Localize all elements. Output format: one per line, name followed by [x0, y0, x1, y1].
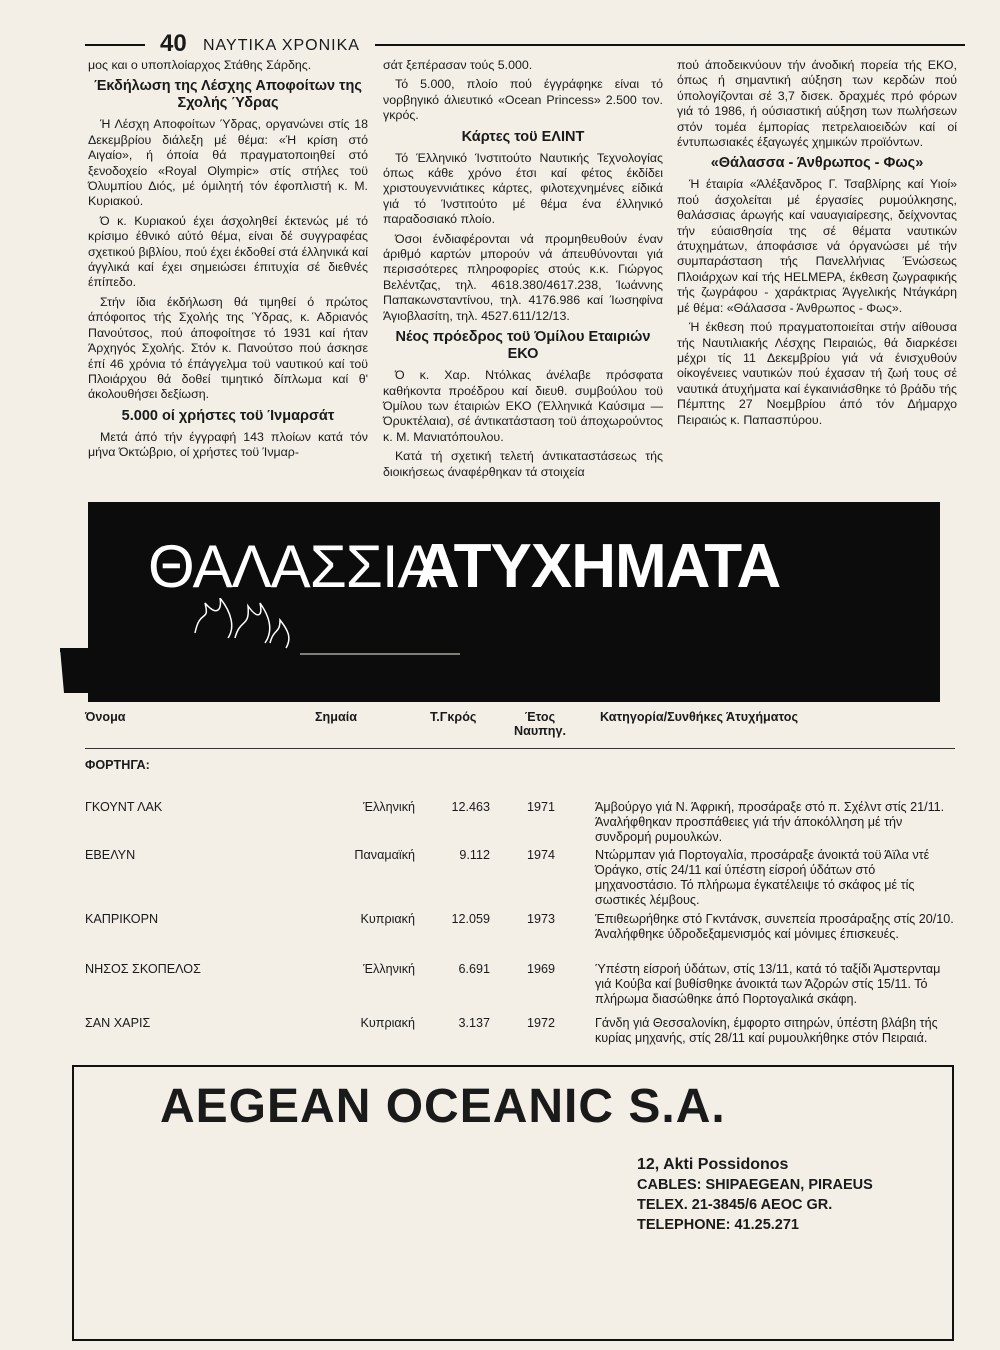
vessel-flag: Κυπριακή	[360, 912, 415, 926]
column-header-category: Κατηγορία/Συνθήκες Άτυχήματος	[600, 710, 799, 724]
ad-telex: TELEX. 21-3845/6 AEOC GR.	[637, 1197, 833, 1213]
headline: 5.000 οί χρήστες τοϋ Ίνμαρσάτ	[121, 407, 335, 424]
magazine-title: ΝΑΥΤΙΚΑ ΧΡΟΝΙΚΑ	[203, 37, 360, 54]
paragraph: Ή Λέσχη Αποφοίτων Ύδρας, οργανώνει στίς 18 Δεκεμβρίου διάλεξη μέ θέμα: «Ή κρίση στό Αιγαίο», ή όποία θά πραγματοποιηθεί στό ξενοδοχείο «Royal Olympic» στίς στήλες τοϋ Όλυμπίου Διός, μέ όμιλητή τόν έφοπλιστή κ. Μ. Κυριακού.	[88, 117, 368, 209]
paragraph: Στήν ίδια έκδήλωση θά τιμηθεί ό πρώτος άπόφοιτος τής Σχολής της Ύδρας, κ. Αδριανός Πανούτσος, πού άποφοίτησε τό 1931 καί ήταν Άρχηγός Σχολής. Στόν κ. Πανούτσο πού άσκησε έπί 46 χρόνια τό έπάγγελμα τοϋ ναυτικού καί τοϋ Πλοιάρχου θά δοθεί τιμητικό δίπλωμα καί θ' άκολουθήσει δεξίωση.	[88, 294, 368, 402]
section-label: ΦΟΡΤΗΓΑ:	[85, 758, 150, 772]
paragraph: Κατά τή σχετική τελετή άντικαταστάσεως τής διοικήσεως άναφέρθηκαν τά στοιχεία	[383, 449, 663, 479]
vessel-year: 1969	[526, 962, 555, 976]
article-column-1	[88, 58, 368, 465]
vessel-flag: Κυπριακή	[360, 1016, 415, 1030]
banner-title-bold: ΑΤΥΧΗΜΑΤΑ	[415, 532, 781, 601]
paragraph: πού άποδεικνύουν τήν άνοδική πορεία τής ΕΚΟ, όπως ή σημαντική αύξηση των κερδών πού ύπολογίζονται σέ 3,7 δισεκ. δραχμές πρό φόρων γιά τό 1986, ή ούσιαστική αύξηση των πωλήσεων στόν τομέα έμπορίας πετρελαιοειδών καί οί έντυπωσιακές έξαγωγές χημικών προϊόντων.	[677, 58, 957, 150]
article-column-2	[383, 58, 663, 484]
ad-contact-info	[637, 1155, 873, 1235]
vessel-year: 1972	[526, 1016, 555, 1030]
accident-description: Ύπέστη είσροή ύδάτων, στίς 13/11, κατά τό ταξίδι Άμστερνταμ γιά Κούβα καί βυθίσθηκε άνοικτά των Άζορών στίς 15/11. Τό πλήρωμα διασώθηκε άπό Πορτογαλικά σκάφη.	[595, 962, 941, 1006]
headline: Έκδήλωση της Λέσχης Αποφοίτων της Σχολής Ύδρας	[94, 78, 362, 112]
headline: Νέος πρόεδρος τοϋ Όμίλου Εταιριών ΕΚΟ	[395, 329, 651, 363]
vessel-name: ΝΗΣΟΣ ΣΚΟΠΕΛΟΣ	[85, 962, 201, 976]
vessel-name: ΚΑΠΡΙΚΟΡΝ	[85, 912, 159, 926]
paragraph: Ή έκθεση πού πραγματοποιείται στήν αίθουσα τής Ναυτιλιακής Λέσχης Πειραιώς, θά διαρκέσει μέχρι τίς 11 Δεκεμβρίου γιά νά ένισχυθούν οίκογένειες ναυτικών πού έχασαν τή ζωή τους σέ ναυτικά άτυχήματα καί έγκαινιάσθηκε τό βράδυ τής Πέμπτης 27 Νοεμβρίου άπό τόν Δήμαρχο Πειραιώς κ. Παπασπύρου.	[677, 320, 957, 427]
vessel-flag: Έλληνική	[363, 962, 415, 976]
paragraph: Ό κ. Χαρ. Ντόλκας άνέλαβε πρόσφατα καθήκοντα προέδρου καί διευθ. συμβούλου τοϋ Όμίλου των έταιριών ΕΚΟ (Έλληνικά Καύσιμα — Όρυκτέλαια), σέ άντικατάσταση τοϋ άποχωρούντος κ. Μ. Μανιατόπουλου.	[383, 368, 663, 444]
vessel-flag: Έλληνική	[363, 800, 415, 814]
paragraph: Ό κ. Κυριακού έχει άσχοληθεί έκτενώς μέ τό κρίσιμο έθνικό αύτό θέμα, είναι δέ συγγραφέας σχετικού βιβλίου, πού έχει έκδοθεί στά έλληνικά καί άγγλικά καί έχει σημειώσει έπιτυχία σέ διεθνές έπίπεδο.	[88, 213, 368, 290]
column-header-grt: Τ.Γκρός	[430, 710, 477, 724]
header-rule	[85, 748, 955, 749]
column-header-year: Έτος Ναυπηγ.	[513, 710, 566, 738]
page-header	[85, 30, 965, 60]
vessel-year: 1974	[526, 848, 555, 862]
ad-company-name: AEGEAN OCEANIC S.A.	[160, 1080, 726, 1133]
column-header-name: Όνομα	[85, 710, 126, 724]
page-number: 40	[160, 30, 187, 57]
headline: «Θάλασσα - Άνθρωπος - Φως»	[710, 155, 924, 172]
paragraph: Όσοι ένδιαφέρονται νά προμηθευθούν έναν άριθμό καρτών μπορούν νά άπευθύνονται γιά περισσότερες πληροφορίες στούς κ.κ. Γιώργος Βελέντζας, τηλ. 4618.380/4617.238, Ίωάννης Παπακωνσταντίνου, τηλ. 4176.986 καί Ίωσηφίνα Άγιοβλασίτη, τηλ. 4527.611/12/13.	[383, 231, 663, 323]
burning-ship-icon	[60, 598, 490, 693]
advertisement-box	[72, 1065, 954, 1341]
accident-description: Ντώρμπαν γιά Πορτογαλία, προσάραξε άνοικτά τοϋ Άϊλα ντέ Όράγκο, στίς 24/11 καί ύπέστη είσροή ύδάτων στό μηχανοστάσιο. Τό πλήρωμα έγκατέλειψε τό σκάφος μέ τίς σωστικές λέμβους.	[595, 848, 930, 907]
accident-description: Άμβούργο γιά Ν. Άφρική, προσάραξε στό π. Σχέλντ στίς 21/11. Άναλήφθηκαν προσπάθειες γιά τήν άποκόλληση μέ τήν συνδρομή ρυμουλκών.	[595, 800, 945, 844]
headline: Κάρτες τοϋ ΕΛΙΝΤ	[461, 128, 585, 145]
article-column-3	[677, 58, 957, 432]
vessel-name: ΕΒΕΛΥΝ	[85, 848, 136, 862]
vessel-grt: 6.691	[458, 962, 490, 976]
vessel-year: 1971	[526, 800, 555, 814]
vessel-grt: 9.112	[459, 848, 490, 862]
paragraph: μος και ο υποπλοίαρχος Στάθης Σάρδης.	[88, 58, 312, 72]
vessel-name: ΣΑΝ ΧΑΡΙΣ	[85, 1016, 151, 1030]
ad-address: 12, Akti Possidonos	[637, 1156, 789, 1173]
vessel-grt: 3.137	[458, 1016, 490, 1030]
vessel-flag: Παναμαϊκή	[354, 848, 415, 862]
ad-cables: CABLES: SHIPAEGEAN, PIRAEUS	[637, 1177, 873, 1193]
paragraph: Ή έταιρία «Άλέξανδρος Γ. Τσαβλίρης καί Υιοί» πού άσχολείται μέ έργασίες ρυμούλκησης, θαλάσσιας άρωγής καί ναυαγιαίρεσης, δείχνοντας τήν εύαισθησία της σέ θέματα ναυτικών άτυχημάτων, άποφάσισε νά όργανώσει μέ τήν συμπαράσταση τής Πανελλήνιας Ένώσεως Πλοιάρχων καί τής HELMEPA, έκθεση ζωγραφικής τής ζωγράφου - χαράκτριας Άγγελικής Ντάγκάρη μέ θέμα: «Θάλασσα - Άνθρωπος - Φως».	[677, 177, 957, 315]
banner-title-light: ΘΑΛΑΣΣΙΑ	[148, 533, 437, 600]
header-rule-left	[85, 44, 145, 46]
accident-description: Έπιθεωρήθηκε στό Γκντάνσκ, συνεπεία προσάραξης στίς 20/10. Άναλήφθηκε ύδροδεξαμενισμός καί μόνιμες έπισκευές.	[595, 912, 954, 941]
column-header-flag: Σημαία	[315, 710, 357, 724]
vessel-name: ΓΚΟΥΝΤ ΛΑΚ	[85, 800, 163, 814]
paragraph: Τό 5.000, πλοίο πού έγγράφηκε είναι τό νορβηγικό άλιευτικό «Ocean Princess» 2.500 τον. γκρός.	[383, 77, 663, 123]
paragraph: σάτ ξεπέρασαν τούς 5.000.	[383, 58, 533, 72]
vessel-year: 1973	[526, 912, 555, 926]
vessel-grt: 12.463	[451, 800, 490, 814]
vessel-grt: 12.059	[451, 912, 490, 926]
ad-telephone: TELEPHONE: 41.25.271	[637, 1217, 799, 1233]
header-rule-right	[375, 44, 965, 46]
paragraph: Τό Έλληνικό Ίνστιτούτο Ναυτικής Τεχνολογίας όπως κάθε χρόνο έτσι καί φέτος έκδίδει χριστουγεννιάτικες κάρτες, φιλοτεχνημένες είδικά γιά τό Ίνστιτούτο μέ θέμα ένα έλληνικό παραδοσιακό πλοίο.	[383, 150, 663, 227]
paragraph: Μετά άπό τήν έγγραφή 143 πλοίων κατά τόν μήνα Όκτώβριο, οί χρήστες τοϋ Ίνμαρ-	[88, 429, 368, 460]
accident-description: Γάνδη γιά Θεσσαλονίκη, έμφορτο σιτηρών, ύπέστη βλάβη τής κυρίας μηχανής, στίς 28/11 καί ρυμουλκήθηκε στόν Πειραιά.	[595, 1016, 938, 1045]
